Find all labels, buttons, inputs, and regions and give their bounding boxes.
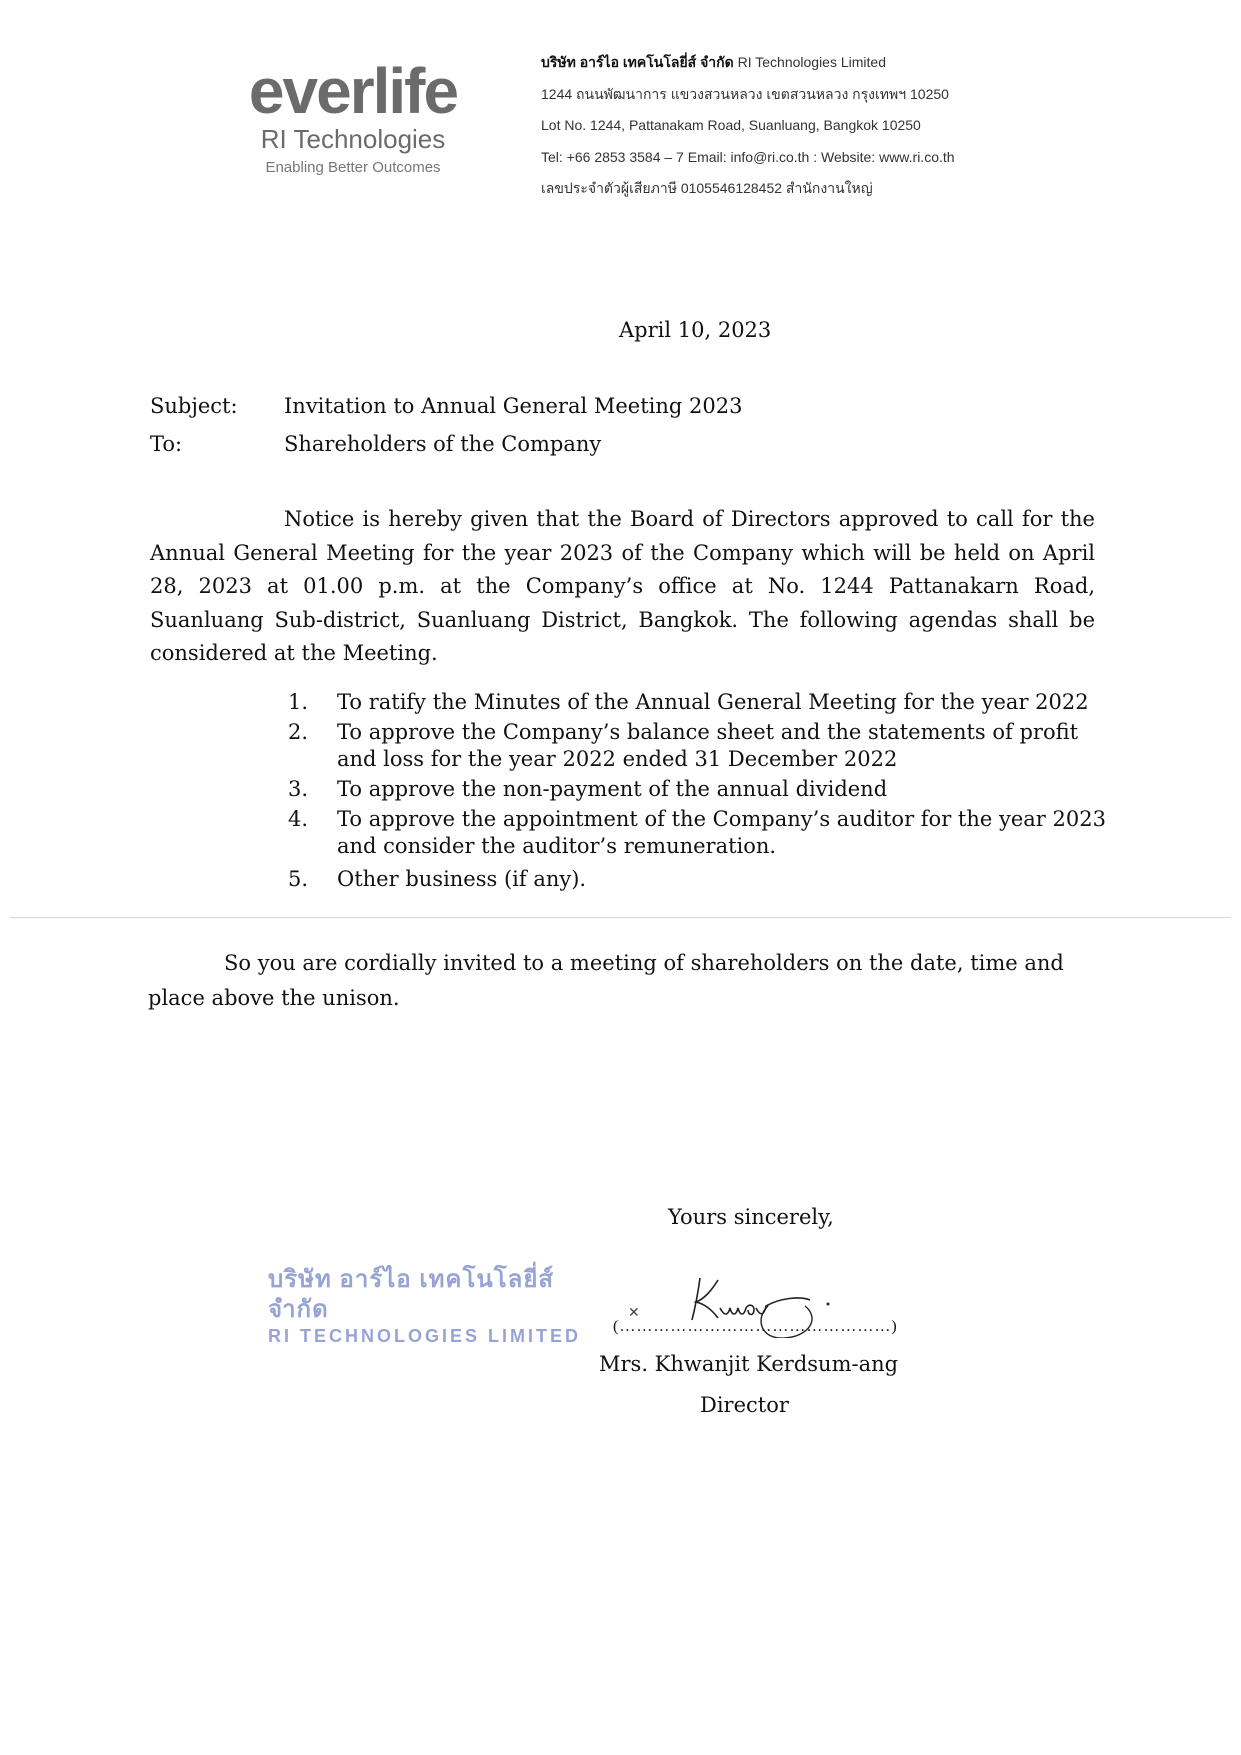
notice-paragraph: Notice is hereby given that the Board of Directors approved to call for the Annual General Meeting for the year 2023 of the Company which will be held on April 28, 2023 at 01.00 p.m. at the Company’s office at No. 1244 Pattanakarn Road, Suanluang Sub-district, Suanluang District, Bangkok. The following agendas shall be considered at the Meeting. bbox=[150, 507, 1095, 665]
page-divider bbox=[10, 917, 1231, 918]
recipient-label: To: bbox=[150, 432, 183, 456]
agenda-item bbox=[288, 866, 1108, 893]
company-header bbox=[541, 50, 955, 208]
agenda-text: To ratify the Minutes of the Annual General Meeting for the year 2022 bbox=[337, 690, 1089, 714]
sign-here-mark-icon: ✕ bbox=[628, 1305, 640, 1321]
signer-name: Mrs. Khwanjit Kerdsum-ang bbox=[599, 1352, 899, 1376]
agenda-text: To approve the appointment of the Company’s auditor for the year 2023 and consider the auditor’s remuneration. bbox=[337, 807, 1106, 858]
company-name-english: RI Technologies Limited bbox=[733, 54, 886, 70]
closing-section bbox=[148, 946, 1098, 1016]
agenda-number: 3. bbox=[288, 777, 309, 801]
agenda-text: To approve the Company’s balance sheet and the statements of profit and loss for the year 2022 ended 31 December 2022 bbox=[337, 720, 1079, 771]
agenda-item bbox=[288, 689, 1108, 716]
agenda-list bbox=[288, 689, 1108, 896]
company-contact: Tel: +66 2853 3584 – 7 Email: info@ri.co.th : Website: www.ri.co.th bbox=[541, 148, 955, 165]
agenda-number: 2. bbox=[288, 720, 309, 744]
agenda-text: To approve the non-payment of the annual dividend bbox=[337, 777, 888, 801]
subject-text: Invitation to Annual General Meeting 2023 bbox=[284, 394, 743, 418]
logo-subtitle: RI Technologies bbox=[260, 124, 446, 154]
recipient-text: Shareholders of the Company bbox=[284, 432, 602, 456]
agenda-number: 5. bbox=[288, 867, 309, 891]
closing-paragraph: So you are cordially invited to a meeting of shareholders on the date, time and place above the unison. bbox=[148, 951, 1064, 1010]
letter-meta bbox=[150, 392, 742, 468]
letter-date: April 10, 2023 bbox=[619, 318, 772, 342]
agenda-number: 4. bbox=[288, 807, 309, 831]
company-tax-id: เลขประจำตัวผู้เสียภาษี 0105546128452 สำนักงานใหญ่ bbox=[541, 180, 873, 196]
agenda-item bbox=[288, 776, 1108, 803]
company-address-english: Lot No. 1244, Pattanakam Road, Suanluang, Bangkok 10250 bbox=[541, 117, 921, 133]
logo-brand: everlife bbox=[248, 55, 458, 127]
recipient-row bbox=[150, 430, 742, 468]
company-address-thai: 1244 ถนนพัฒนาการ แขวงสวนหลวง เขตสวนหลวง กรุงเทพฯ 10250 bbox=[541, 85, 949, 102]
company-stamp bbox=[268, 1265, 588, 1347]
logo-tagline: Enabling Better Outcomes bbox=[265, 159, 441, 176]
signature-line: (…………………………………………) bbox=[613, 1318, 898, 1335]
stamp-english-name: RI TECHNOLOGIES LIMITED bbox=[268, 1326, 582, 1346]
letter-body bbox=[150, 503, 1095, 671]
agenda-item bbox=[288, 719, 1108, 773]
subject-row bbox=[150, 392, 742, 430]
company-name-thai: บริษัท อาร์ไอ เทคโนโลยี่ส์ จำกัด bbox=[541, 54, 734, 70]
valediction: Yours sincerely, bbox=[668, 1205, 834, 1229]
agenda-number: 1. bbox=[288, 690, 309, 714]
agenda-text: Other business (if any). bbox=[337, 867, 587, 891]
agenda-item bbox=[288, 806, 1108, 860]
stamp-thai-name: บริษัท อาร์ไอ เทคโนโลยี่ส์ จำกัด bbox=[268, 1266, 555, 1323]
company-name-line bbox=[541, 50, 955, 82]
signer-title: Director bbox=[700, 1393, 789, 1417]
subject-label: Subject: bbox=[150, 394, 238, 418]
company-logo bbox=[228, 55, 478, 178]
